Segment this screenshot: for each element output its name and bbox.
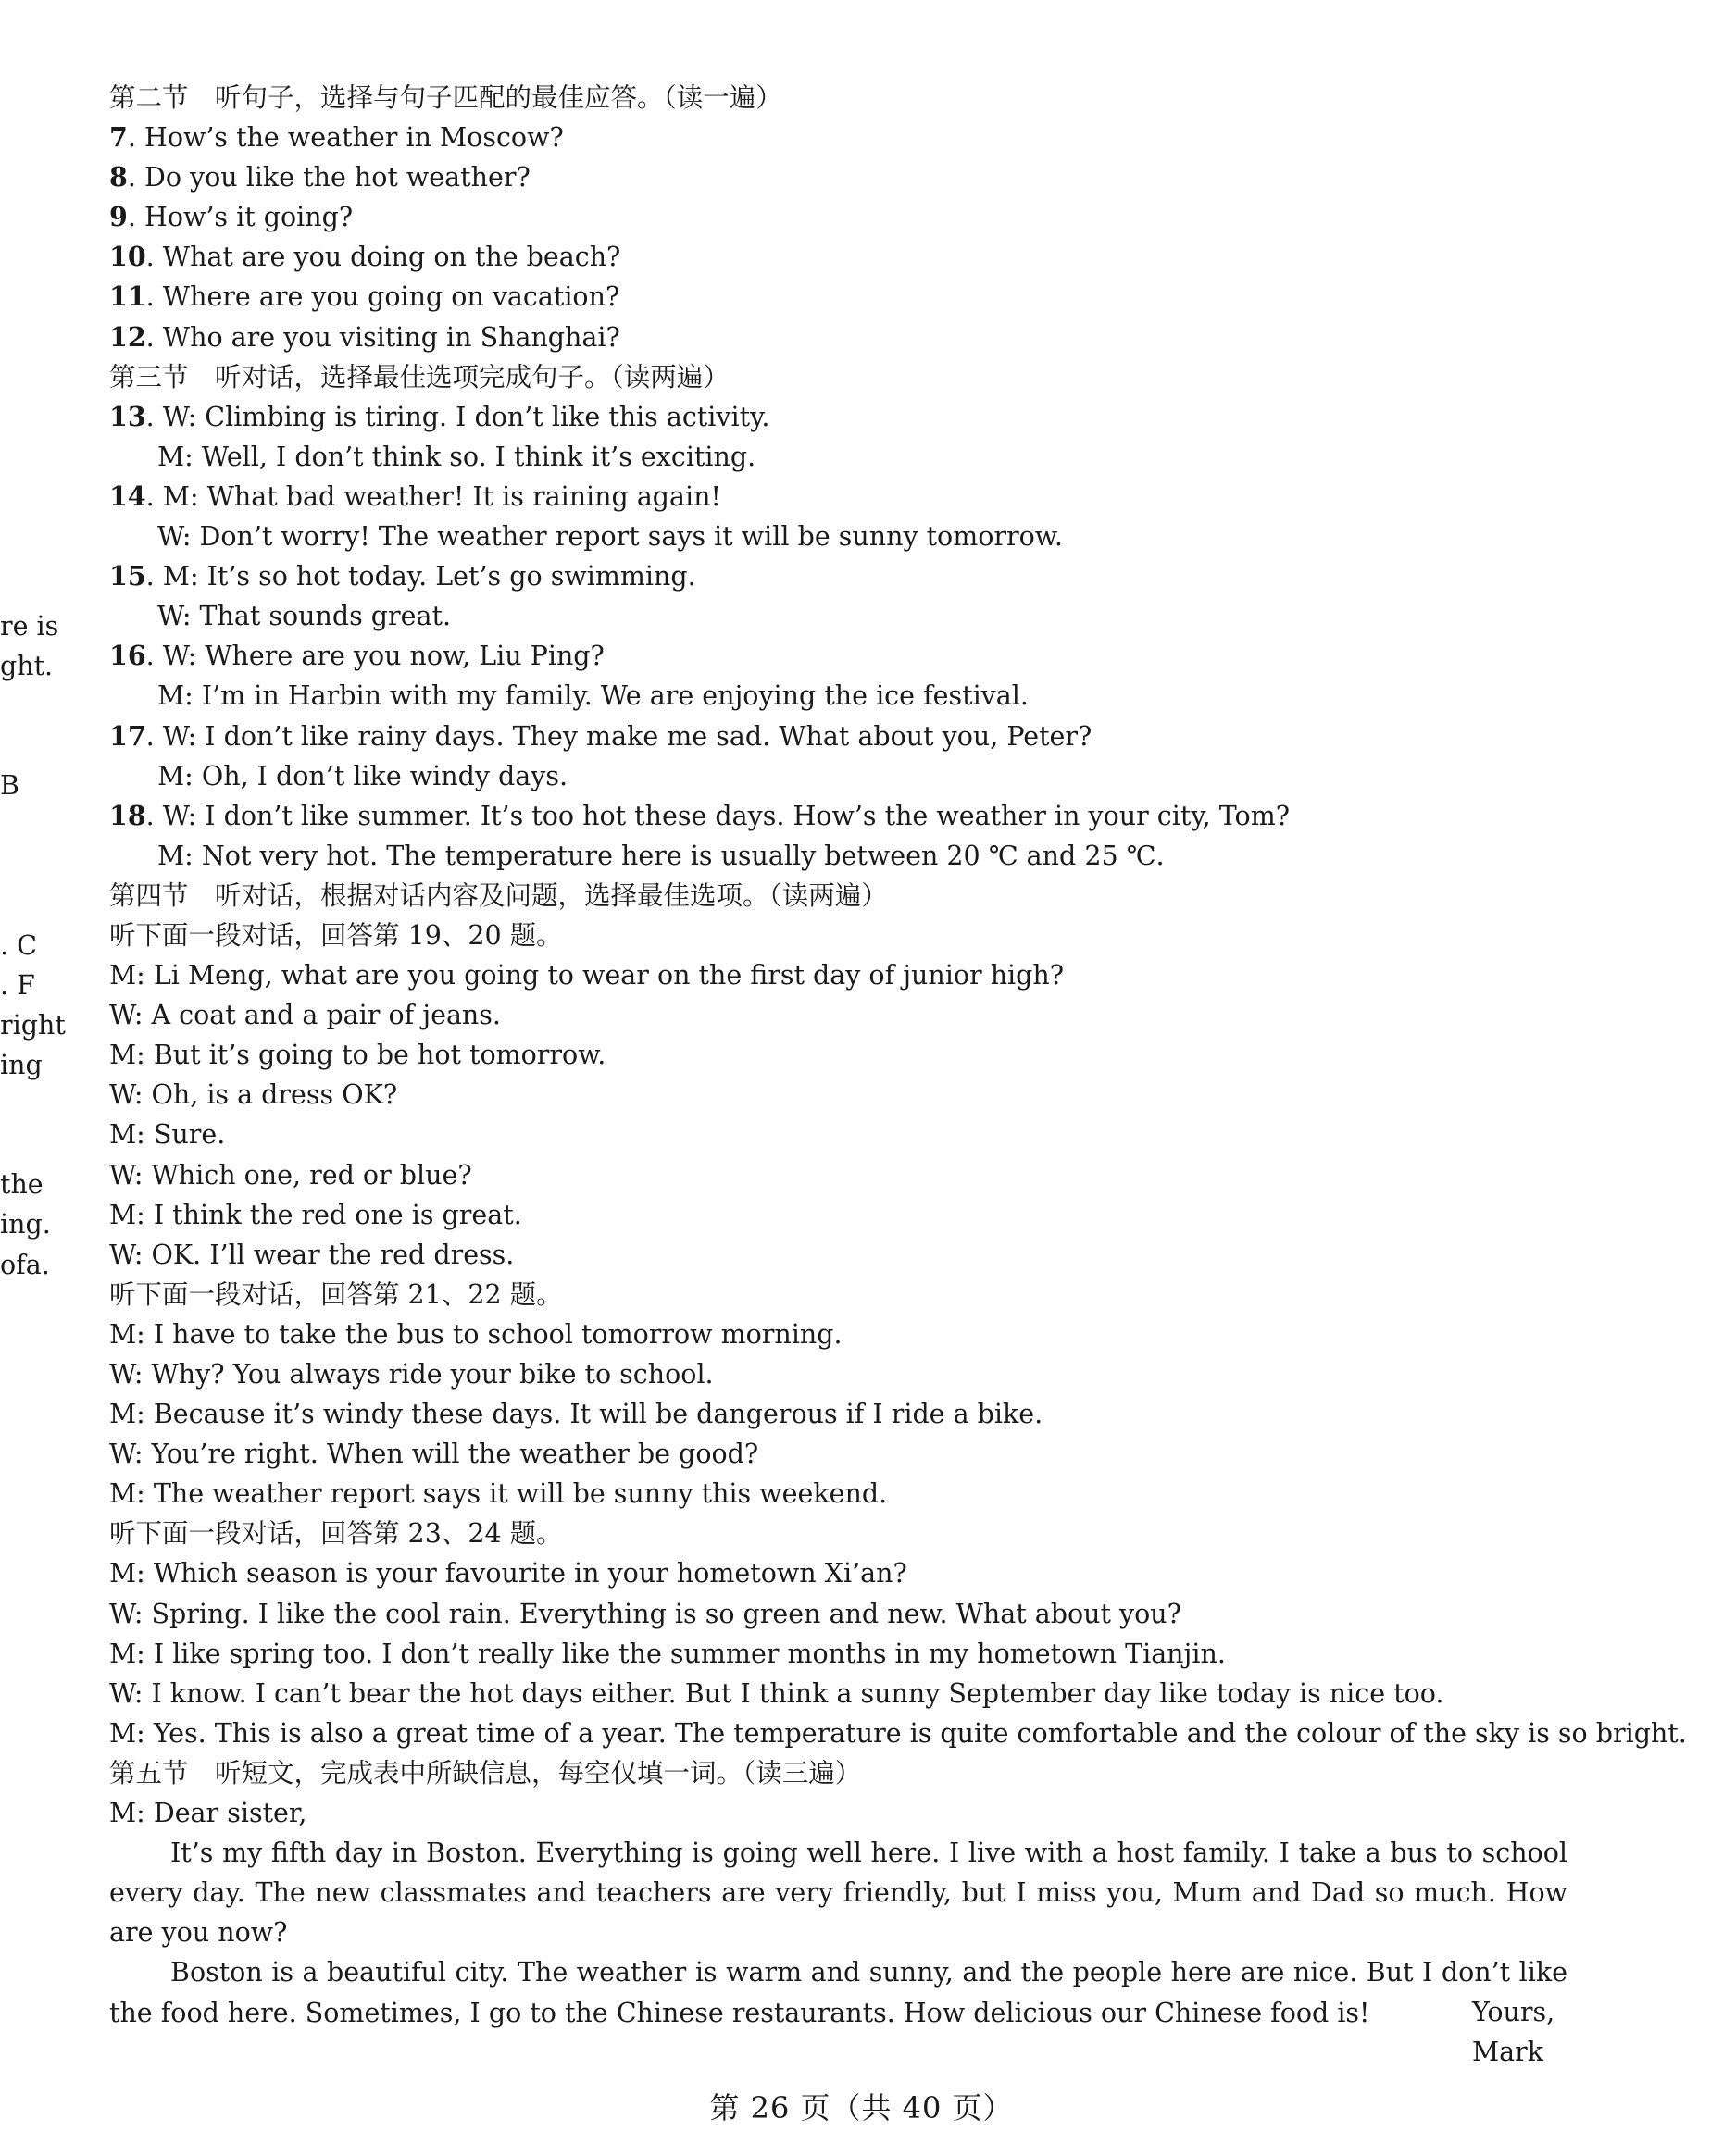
letter-closing: Yours, <box>1472 1997 1555 2027</box>
margin-fragment: B <box>0 770 19 802</box>
margin-fragment <box>0 846 65 886</box>
margin-fragment: ght. <box>0 651 54 682</box>
question-text: . How’s it going? <box>127 202 354 233</box>
dialog-item <box>109 636 1572 676</box>
dialog-line: M: Sure. <box>109 1119 226 1151</box>
section-heading: 第三节 听对话，选择最佳选项完成句子。（读两遍） <box>109 361 730 393</box>
dialog-line: M: The weather report says it will be sunny this weekend. <box>109 1478 888 1510</box>
dialog-line: W: Spring. I like the cool rain. Everything is so green and new. What about you? <box>109 1598 1181 1629</box>
page-footer: 第 26 页（共 40 页） <box>709 2090 1014 2125</box>
dialog-line: . M: What bad weather! It is raining again! <box>145 480 721 512</box>
margin-fragment: re is <box>0 611 59 642</box>
question-number: 13 <box>109 400 146 432</box>
left-margin-fragments <box>0 606 65 1285</box>
dialog-line: M: But it’s going to be hot tomorrow. <box>109 1040 606 1071</box>
dialog-intro: 听下面一段对话，回答第 23、24 题。 <box>109 1518 563 1550</box>
letter-signature: Mark <box>1472 2037 1544 2068</box>
question-number: 12 <box>109 320 146 353</box>
question-number: 16 <box>109 640 146 672</box>
question-number: 10 <box>109 241 146 273</box>
question-text: . Who are you visiting in Shanghai? <box>145 321 620 353</box>
question-number: 9 <box>109 201 128 233</box>
dialog-line: W: I know. I can’t bear the hot days either. But I think a sunny September day like today is nice too. <box>109 1677 1444 1709</box>
section-heading: 第四节 听对话，根据对话内容及问题，选择最佳选项。（读两遍） <box>109 879 888 911</box>
dialog-line: . W: I don’t like summer. It’s too hot these days. How’s the weather in your city, Tom? <box>145 800 1291 831</box>
dialog-line: M: Not very hot. The temperature here is usually between 20 ℃ and 25 ℃. <box>157 840 1165 871</box>
question-item <box>109 118 1572 157</box>
question-number: 14 <box>109 480 146 512</box>
dialog-item <box>109 397 1572 437</box>
dialog-line: M: Well, I don’t think so. I think it’s exciting. <box>157 441 756 472</box>
margin-fragment: ing. <box>0 1209 51 1240</box>
dialog-line: W: Why? You always ride your bike to school. <box>109 1359 714 1390</box>
dialog-intro: 听下面一段对话，回答第 21、22 题。 <box>109 1278 563 1310</box>
dialog-line: W: You’re right. When will the weather be good? <box>109 1439 759 1470</box>
section-heading: 第二节 听句子，选择与句子匹配的最佳应答。（读一遍） <box>109 82 782 113</box>
dialog-line: . M: It’s so hot today. Let’s go swimming. <box>145 561 696 592</box>
margin-fragment: . F <box>0 969 35 1001</box>
dialog-line: W: A coat and a pair of jeans. <box>109 1000 501 1031</box>
question-item <box>109 318 1572 357</box>
margin-fragment: ing <box>0 1050 43 1081</box>
dialog-line: W: OK. I’ll wear the red dress. <box>109 1239 515 1270</box>
dialog-intro: 听下面一段对话，回答第 19、20 题。 <box>109 919 563 951</box>
dialog-line: M: Because it’s windy these days. It will be dangerous if I ride a bike. <box>109 1399 1043 1430</box>
margin-fragment <box>0 805 65 845</box>
dialog-line: M: I like spring too. I don’t really like the summer months in my hometown Tianjin. <box>109 1638 1226 1669</box>
question-item <box>109 197 1572 237</box>
question-text: . What are you doing on the beach? <box>145 242 621 273</box>
dialog-line: . W: Climbing is tiring. I don’t like this activity. <box>145 401 770 432</box>
letter-paragraph: Boston is a beautiful city. The weather is warm and sunny, and the people here are nice. But I don’t like the food here. Sometimes, I go to the Chinese restaurants. How delicious our Chinese food is! <box>109 1957 1567 2028</box>
dialog-line: M: I think the red one is great. <box>109 1199 522 1230</box>
section-heading: 第五节 听短文，完成表中所缺信息，每空仅填一词。（读三遍） <box>109 1757 862 1788</box>
question-item <box>109 157 1572 197</box>
dialog-line: M: Which season is your favourite in your hometown Xi’an? <box>109 1558 907 1589</box>
margin-fragment: ofa. <box>0 1249 50 1280</box>
question-number: 11 <box>109 280 146 313</box>
question-number: 18 <box>109 799 146 831</box>
question-number: 8 <box>109 161 128 193</box>
question-text: . How’s the weather in Moscow? <box>127 122 564 154</box>
dialog-line: W: Oh, is a dress OK? <box>109 1079 398 1111</box>
question-item <box>109 237 1572 277</box>
dialog-line: M: I have to take the bus to school tomorrow morning. <box>109 1318 843 1350</box>
question-number: 15 <box>109 560 146 592</box>
question-text: . Where are you going on vacation? <box>145 281 620 313</box>
dialog-item <box>109 796 1572 836</box>
dialog-line: W: Which one, red or blue? <box>109 1159 472 1190</box>
dialog-line: M: I’m in Harbin with my family. We are enjoying the ice festival. <box>157 680 1029 712</box>
dialog-item <box>109 477 1572 517</box>
margin-fragment: . C <box>0 929 37 961</box>
question-item <box>109 277 1572 317</box>
dialog-line: M: Oh, I don’t like windy days. <box>157 760 568 791</box>
dialog-item <box>109 717 1572 756</box>
letter-signoff <box>1472 1992 1554 2072</box>
letter-greeting: M: Dear sister, <box>109 1798 307 1829</box>
dialog-line: M: Yes. This is also a great time of a year. The temperature is quite comfortable and the colour of the sky is so bright. <box>109 1717 1687 1749</box>
dialog-line: . W: I don’t like rainy days. They make me sad. What about you, Peter? <box>145 720 1092 752</box>
dialog-line: W: That sounds great. <box>157 601 452 632</box>
margin-fragment <box>0 686 65 726</box>
dialog-item <box>109 556 1572 596</box>
question-text: . Do you like the hot weather? <box>127 162 531 193</box>
question-number: 17 <box>109 719 146 752</box>
margin-fragment: right <box>0 1009 66 1041</box>
dialog-line: . W: Where are you now, Liu Ping? <box>145 641 605 672</box>
margin-fragment <box>0 726 65 766</box>
dialog-line: W: Don’t worry! The weather report says it will be sunny tomorrow. <box>157 521 1063 553</box>
margin-fragment <box>0 1125 65 1165</box>
margin-fragment <box>0 1085 65 1125</box>
page-content <box>109 78 1687 2033</box>
dialog-line: M: Li Meng, what are you going to wear on the first day of junior high? <box>109 960 1065 991</box>
margin-fragment: the <box>0 1169 44 1201</box>
question-number: 7 <box>109 121 128 154</box>
letter-paragraph: It’s my fifth day in Boston. Everything is going well here. I live with a host family. I take a bus to school every day. The new classmates and teachers are very friendly, but I miss you, Mum and Dad so much. How are you now? <box>109 1838 1567 1949</box>
margin-fragment <box>0 886 65 926</box>
